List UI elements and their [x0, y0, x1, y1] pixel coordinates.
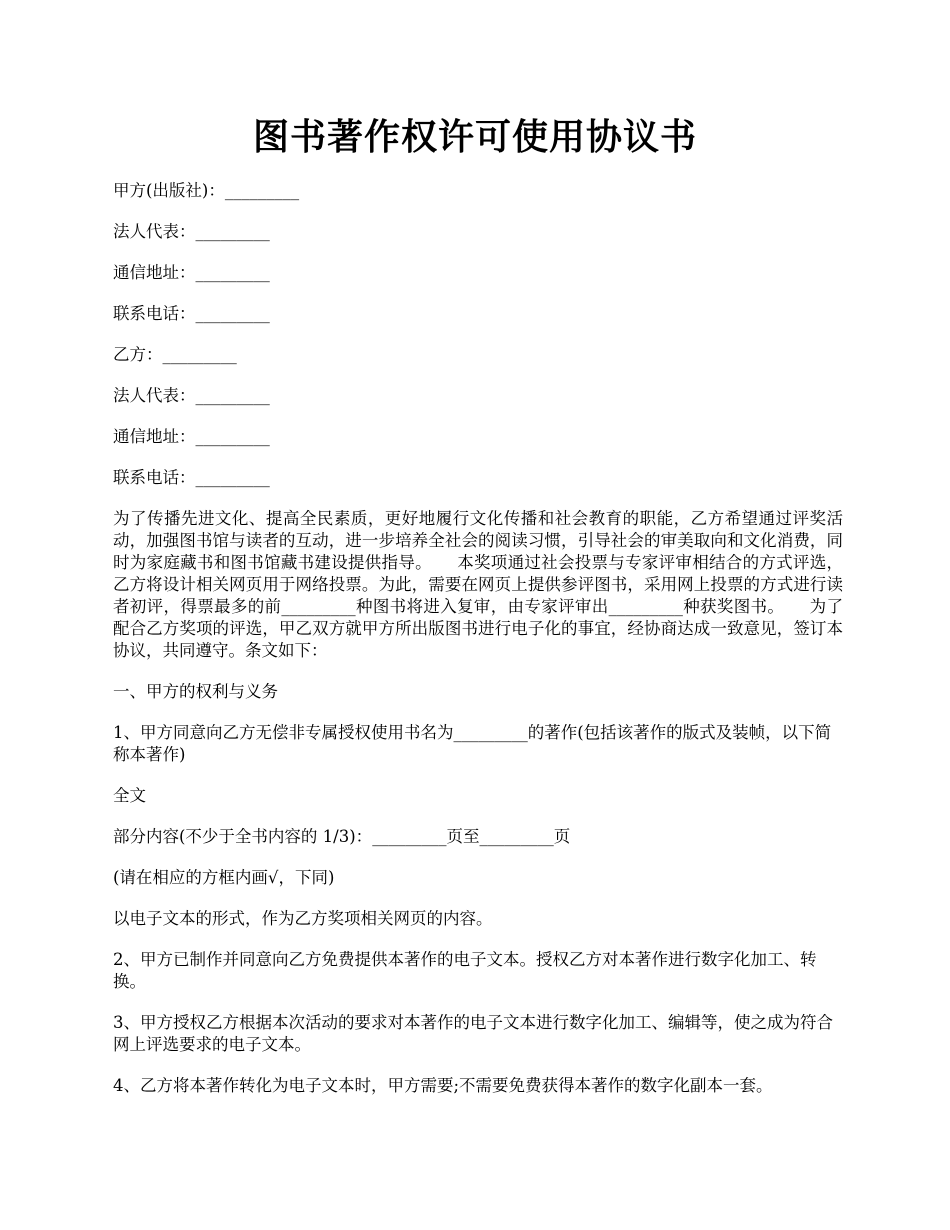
partial-part1: 部分内容(不少于全书内容的 1/3)：	[113, 827, 373, 846]
intro-paragraph	[113, 508, 843, 662]
party-a-label: 甲方(出版社)：	[113, 181, 225, 200]
party-b-label: 乙方：	[113, 345, 163, 364]
full-text-option: 全文	[113, 786, 146, 805]
electronic-form-line: 以电子文本的形式，作为乙方奖项相关网页的内容。	[113, 909, 493, 928]
clause1-part1: 1、甲方同意向乙方无偿非专属授权使用书名为	[113, 723, 454, 742]
intro-part2: 种图书将进入复审，由专家评审出	[355, 597, 609, 616]
phone-b-blank: _________	[195, 468, 270, 487]
section1-heading: 一、甲方的权利与义务	[113, 682, 278, 701]
clause1-part2: 的著作(包括该著作的版式及装帧，以下简称本著作)	[113, 723, 832, 764]
intro-blank2: _________	[608, 597, 683, 616]
address-b-label: 通信地址：	[113, 427, 196, 446]
legal-rep-b-blank: _________	[195, 386, 270, 405]
intro-blank1: _________	[281, 597, 356, 616]
intro-part3: 种获奖图书。 为了配合乙方奖项的评选，甲乙双方就甲方所出版图书进行电子化的事宜，经协商达成一致意见，签订本协议，共同遵守。条文如下：	[113, 597, 844, 660]
clause4-paragraph: 4、乙方将本著作转化为电子文本时，甲方需要;不需要免费获得本著作的数字化副本一套。	[113, 1076, 773, 1095]
legal-rep-a-line	[113, 221, 843, 243]
clause3-paragraph: 3、甲方授权乙方根据本次活动的要求对本著作的电子文本进行数字化加工、编辑等，使之成为符合网上评选要求的电子文本。	[113, 1013, 833, 1054]
address-a-label: 通信地址：	[113, 263, 196, 282]
address-a-blank: _________	[195, 263, 270, 282]
legal-rep-b-line	[113, 385, 843, 407]
clause2-paragraph: 2、甲方已制作并同意向乙方免费提供本著作的电子文本。授权乙方对本著作进行数字化加工、转换。	[113, 950, 817, 991]
partial-part2: 页至	[446, 827, 480, 846]
phone-b-line	[113, 467, 843, 489]
clause1-blank: _________	[453, 723, 528, 742]
document-body	[113, 180, 843, 1116]
partial-blank2: _________	[479, 827, 554, 846]
partial-part3: 页	[553, 827, 571, 846]
clause1-paragraph	[113, 722, 843, 766]
legal-rep-a-blank: _________	[195, 222, 270, 241]
document-title: 图书著作权许可使用协议书	[252, 116, 697, 158]
party-a-line	[113, 180, 843, 202]
party-b-blank: _________	[162, 345, 237, 364]
partial-content-option	[113, 826, 843, 848]
party-b-line	[113, 344, 843, 366]
phone-a-label: 联系电话：	[113, 304, 196, 323]
address-b-line	[113, 426, 843, 448]
address-a-line	[113, 262, 843, 284]
phone-a-blank: _________	[195, 304, 270, 323]
check-note: (请在相应的方框内画√，下同)	[113, 868, 335, 887]
legal-rep-b-label: 法人代表：	[113, 386, 196, 405]
partial-blank1: _________	[372, 827, 447, 846]
address-b-blank: _________	[195, 427, 270, 446]
legal-rep-a-label: 法人代表：	[113, 222, 196, 241]
phone-b-label: 联系电话：	[113, 468, 196, 487]
phone-a-line	[113, 303, 843, 325]
intro-part1: 为了传播先进文化、提高全民素质，更好地履行文化传播和社会教育的职能，乙方希望通过评奖活动，加强图书馆与读者的互动，进一步培养全社会的阅读习惯，引导社会的审美取向和文化消费，同时为家庭藏书和图书馆藏书建设提供指导。 本奖项通过社会投票与专家评审相结合的方式评选，乙方将设计相关网页用于网络投票。为此，需要在网页上提供参评图书，采用网上投票的方式进行读者初评，得票最多的前	[113, 509, 843, 616]
party-a-blank: _________	[224, 181, 300, 200]
